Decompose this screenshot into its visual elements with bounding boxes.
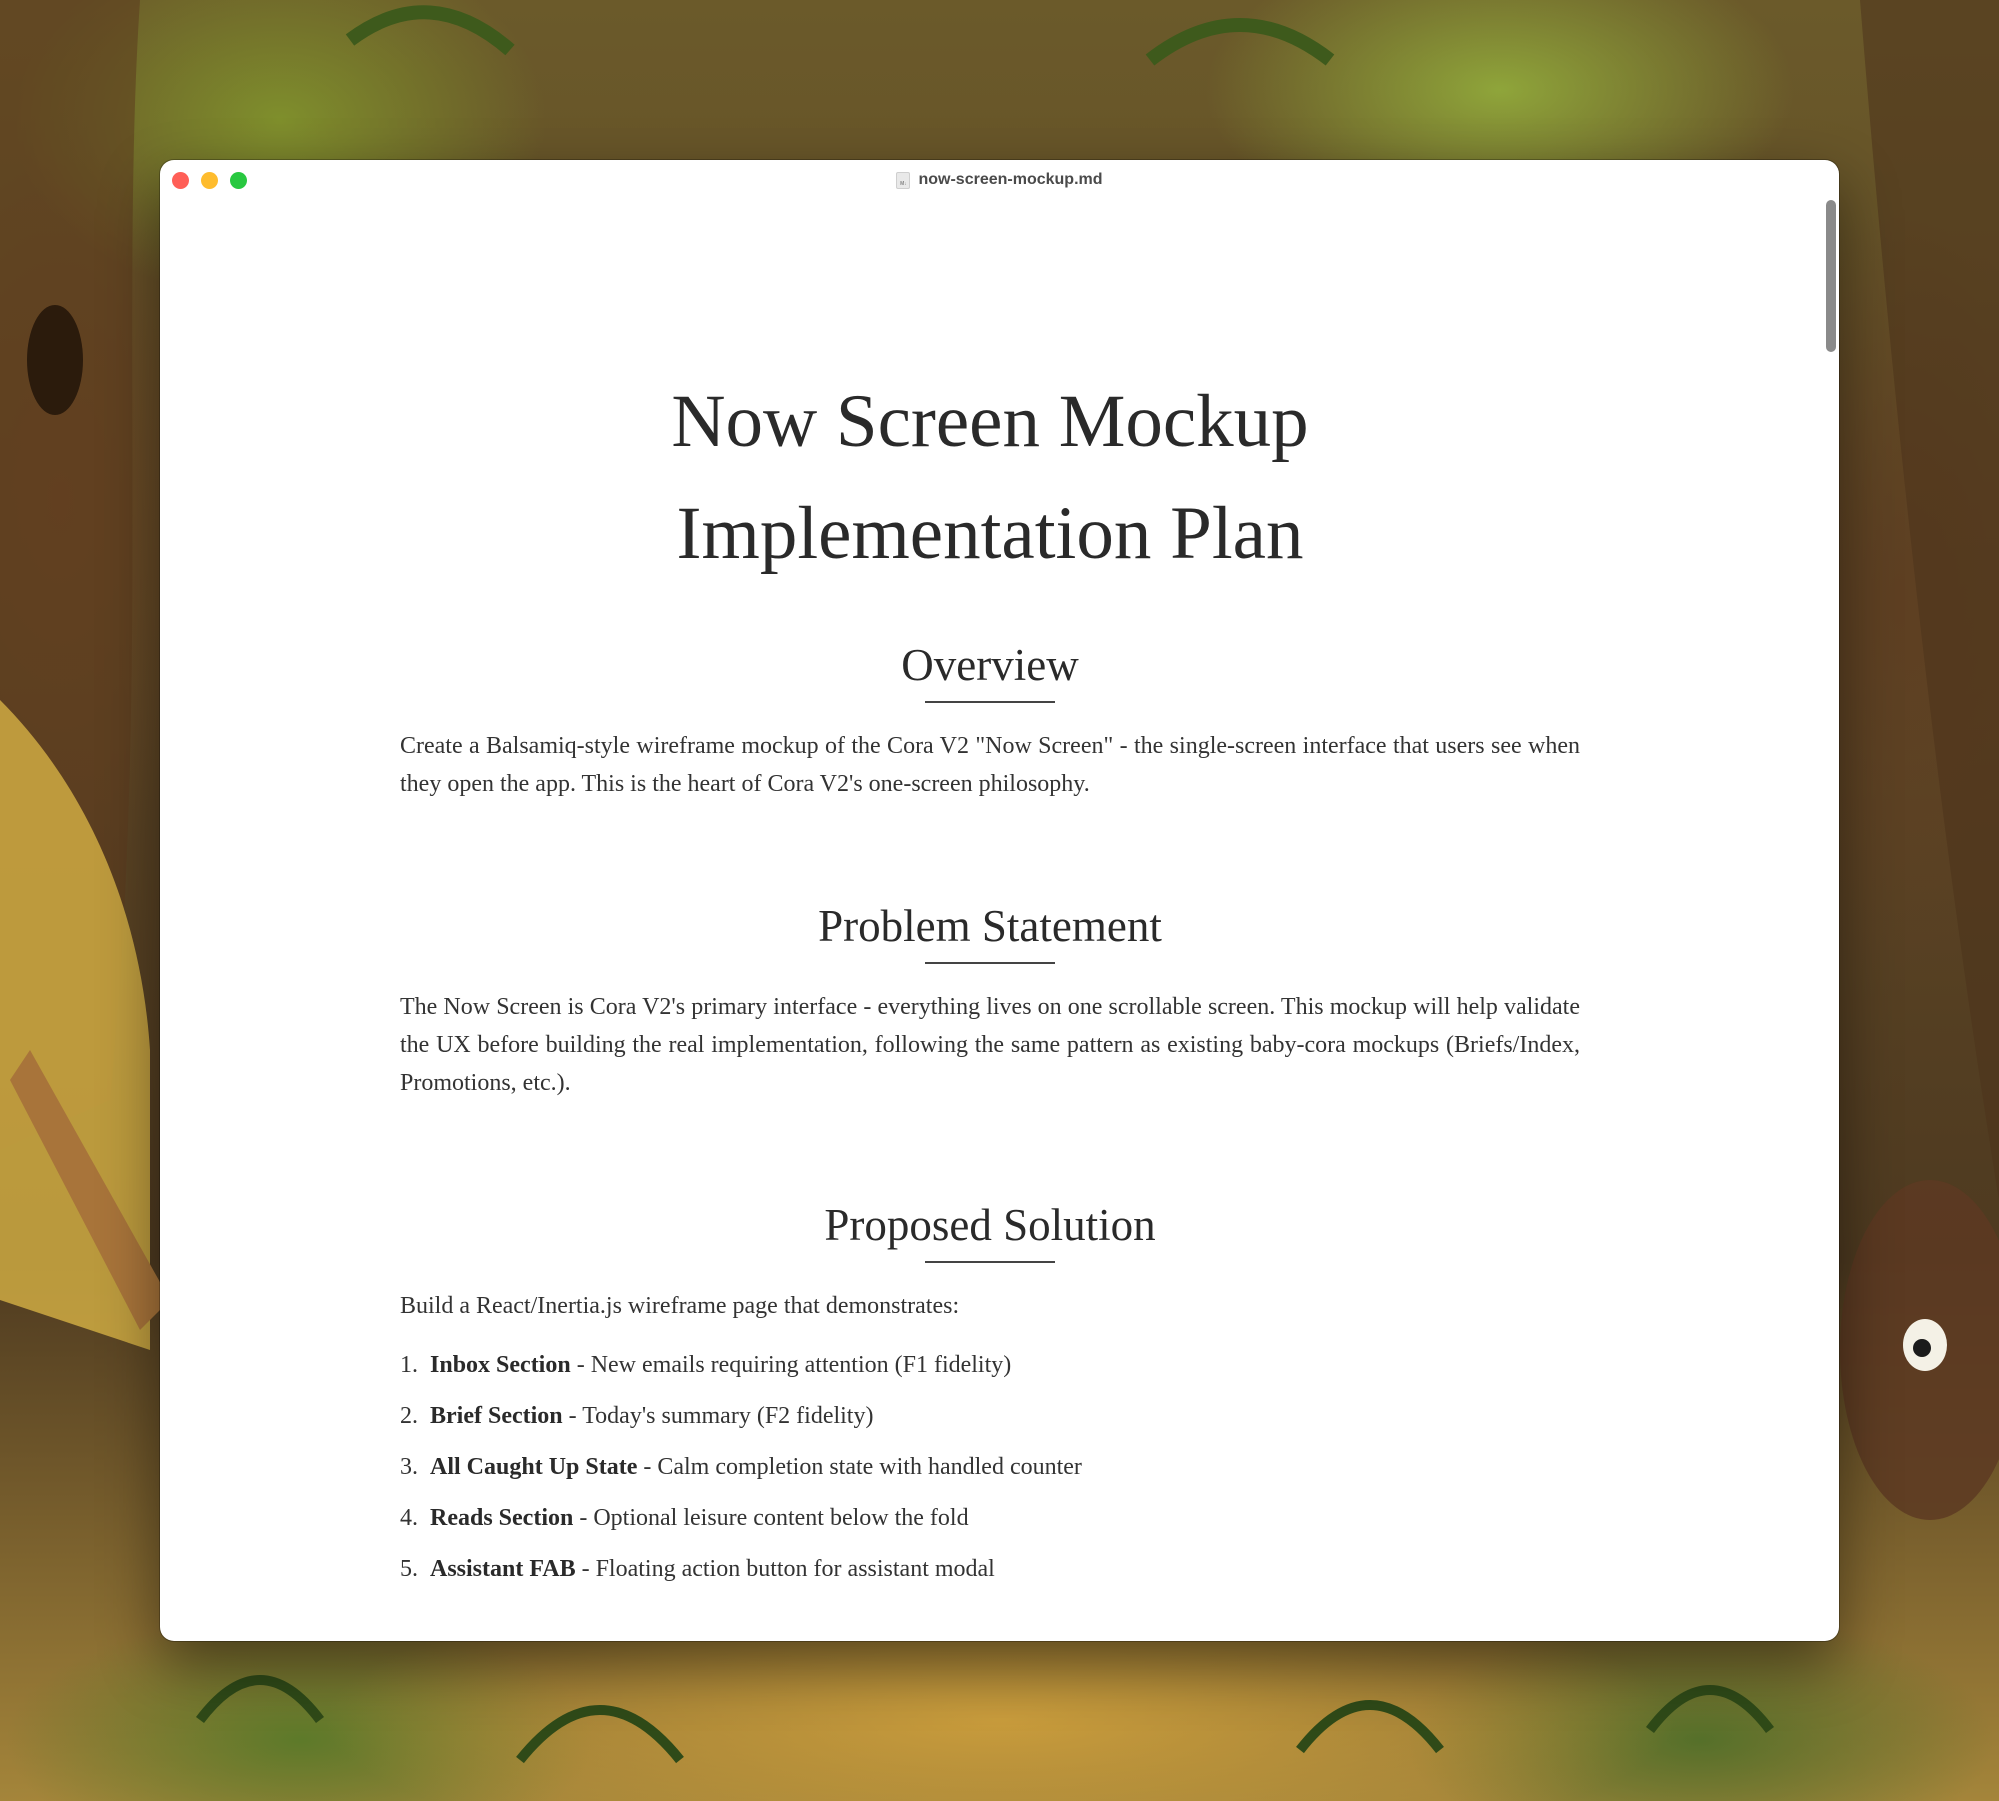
- window-controls: [172, 172, 247, 189]
- list-item: 5. Assistant FAB - Floating action button for assistant modal: [400, 1556, 995, 1582]
- proposed-solution-paragraph: Build a React/Inertia.js wireframe page that demonstrates:: [400, 1293, 960, 1319]
- window-title: [896, 171, 1102, 189]
- minimize-button[interactable]: [201, 172, 218, 189]
- list-item: 3. All Caught Up State - Calm completion state with handled counter: [400, 1454, 1082, 1480]
- scrollbar-thumb[interactable]: [1826, 200, 1836, 352]
- heading-overview: Overview: [901, 640, 1079, 690]
- feature-list: [400, 1340, 1580, 1595]
- document-title-line-1: Now Screen Mockup: [671, 380, 1309, 463]
- zoom-button[interactable]: [230, 172, 247, 189]
- vertical-scrollbar[interactable]: [1821, 198, 1837, 1633]
- heading-underline: [925, 1261, 1055, 1263]
- overview-paragraph: Create a Balsamiq-style wireframe mockup of the Cora V2 "Now Screen" - the single-screen interface that users see when they open the app. This is the heart of Cora V2's one-screen philosophy.: [400, 733, 1580, 797]
- heading-proposed-solution: Proposed Solution: [824, 1200, 1156, 1250]
- markdown-file-icon: M↓: [896, 172, 910, 189]
- markdown-preview-window: [160, 160, 1839, 1641]
- document-title: [400, 366, 1580, 590]
- document-title-line-2: Implementation Plan: [676, 492, 1304, 575]
- problem-statement-paragraph: The Now Screen is Cora V2's primary interface - everything lives on one scrollable screen. This mockup will help validate the UX before building the real implementation, following the same pattern as existing baby-cora mockups (Briefs/Index, Promotions, etc.).: [400, 994, 1580, 1096]
- heading-underline: [925, 701, 1055, 703]
- close-button[interactable]: [172, 172, 189, 189]
- heading-problem-statement: Problem Statement: [818, 901, 1162, 951]
- list-item: 1. Inbox Section - New emails requiring attention (F1 fidelity): [400, 1352, 1012, 1378]
- window-title-text: now-screen-mockup.md: [918, 171, 1103, 188]
- list-item: 2. Brief Section - Today's summary (F2 fidelity): [400, 1403, 874, 1429]
- heading-underline: [925, 962, 1055, 964]
- list-item: 4. Reads Section - Optional leisure content below the fold: [400, 1505, 969, 1531]
- title-bar: [160, 160, 1839, 200]
